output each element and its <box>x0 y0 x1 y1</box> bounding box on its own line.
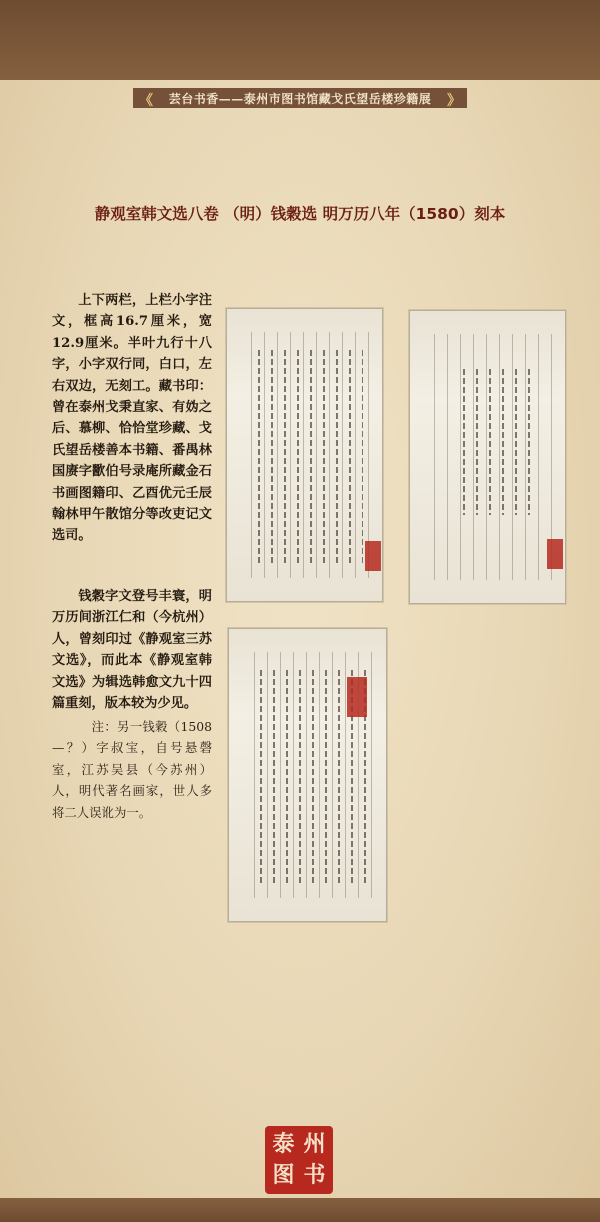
seal-char: 泰 <box>272 1131 295 1157</box>
exhibition-title: 芸台书香——泰州市图书馆藏戈氏望岳楼珍籍展 <box>168 91 432 106</box>
collector-seal <box>347 677 367 717</box>
seal-char: 书 <box>303 1162 326 1188</box>
seal-char: 州 <box>303 1131 326 1157</box>
description-paragraph-2: 钱穀字文登号丰寰，明万历间浙江仁和（今杭州）人，曾刻印过《静观室三苏文选》，而此本《静观室韩文选》为辑选韩愈文九十四篇重刻，版本较为少见。 <box>52 589 212 712</box>
seal-char: 图 <box>272 1162 295 1188</box>
top-decorative-band <box>0 0 600 80</box>
book-title: 静观室韩文选八卷 （明）钱穀选 明万历八年（1580）刻本 <box>94 205 506 223</box>
left-bracket-ornament: 《 <box>139 93 153 109</box>
exhibition-header <box>133 88 467 108</box>
library-seal <box>265 1126 333 1194</box>
book-page-scan-3 <box>228 628 387 922</box>
book-page-scan-2 <box>409 310 566 604</box>
description-note: 注：另一钱穀（1508—？）字叔宝，自号悬磬室，江苏吴县（今苏州）人，明代著名画家，世人多将二人误讹为一。 <box>52 719 212 820</box>
collector-seal <box>547 539 563 569</box>
description-paragraph-1: 上下两栏，上栏小字注文，框高16.7厘米，宽12.9厘米。半叶九行十八字，小字双行同，白口，左右双边，无刻工。藏书印：曾在泰州戈秉直家、有妫之后、慕柳、恰恰堂珍藏、戈氏望岳楼善本书籍、番禺林国赓字歠伯号录庵所藏金石书画图籍印、乙酉优元壬辰翰林甲午散馆分等改吏记文选司。 <box>52 293 212 544</box>
bottom-decorative-band <box>0 1198 600 1222</box>
collector-seal <box>365 541 381 571</box>
book-page-scan-1 <box>226 308 383 602</box>
right-bracket-ornament: 》 <box>447 93 461 109</box>
